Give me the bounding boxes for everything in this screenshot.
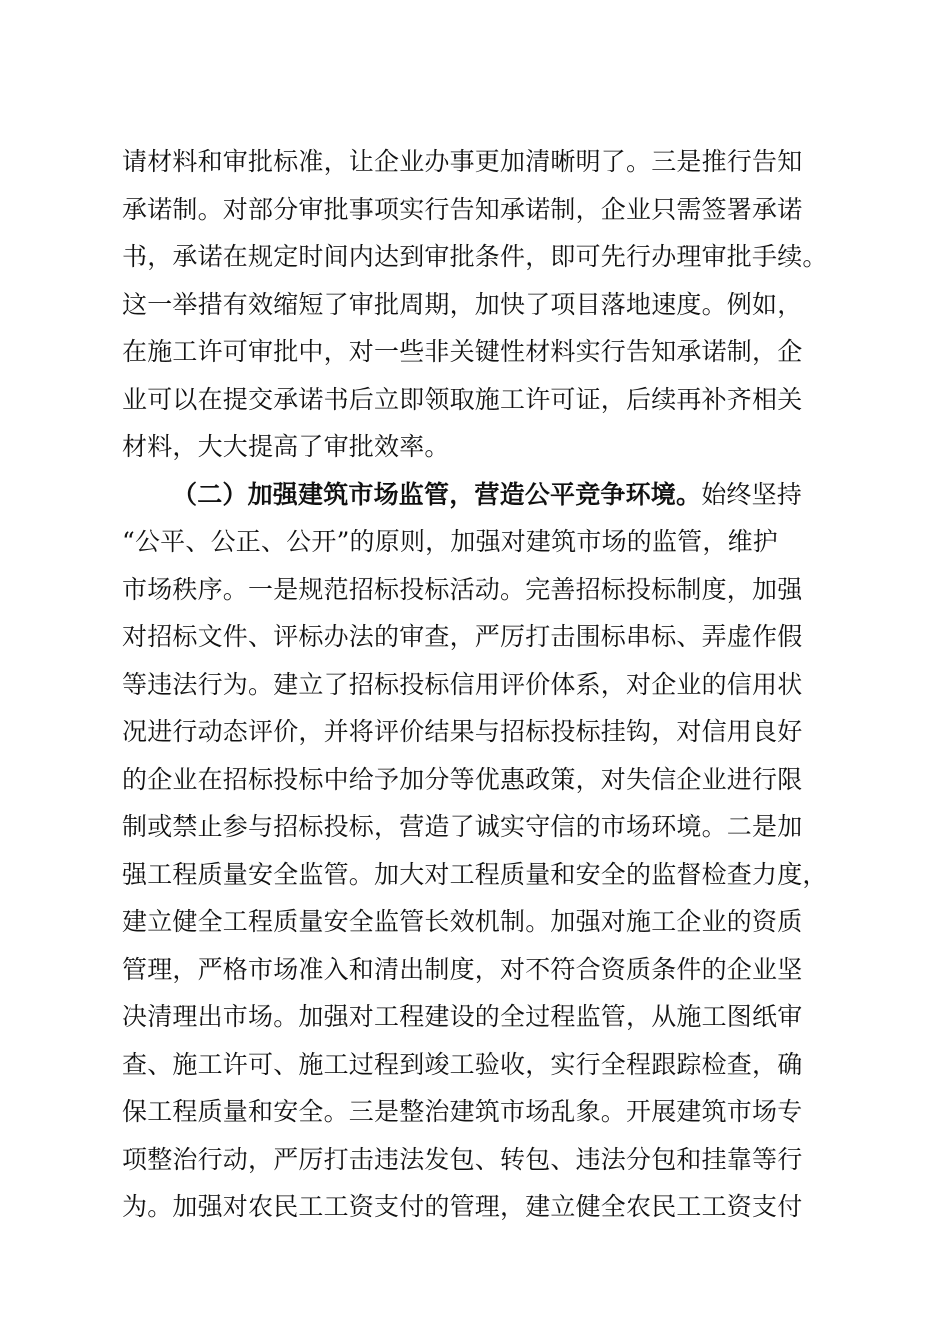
text-line: 的企业在招标投标中给予加分等优惠政策，对失信企业进行限: [122, 764, 803, 794]
text-line: 强工程质量安全监管。加大对工程质量和安全的监督检查力度，: [122, 859, 828, 889]
text-line: 市场秩序。一是规范招标投标活动。完善招标投标制度，加强: [122, 574, 803, 604]
text-line: 建立健全工程质量安全监管长效机制。加强对施工企业的资质: [122, 907, 803, 936]
text-line: 况进行动态评价，并将评价结果与招标投标挂钩，对信用良好: [122, 717, 803, 746]
text-line: 承诺制。对部分审批事项实行告知承诺制，企业只需签署承诺: [122, 194, 803, 224]
section-first-line-text: 始终坚持: [701, 479, 803, 509]
text-line: “公平、公正、公开”的原则，加强对建筑市场的监管，维护: [122, 527, 778, 556]
text-line: 决清理出市场。加强对工程建设的全过程监管，从施工图纸审: [122, 1002, 803, 1031]
text-line: 保工程质量和安全。三是整治建筑市场乱象。开展建筑市场专: [122, 1097, 803, 1126]
text-line: 在施工许可审批中，对一些非关键性材料实行告知承诺制，企: [122, 337, 803, 366]
text-line: 制或禁止参与招标投标，营造了诚实守信的市场环境。二是加: [122, 812, 803, 841]
section-first-line: [122, 471, 842, 519]
text-line: 项整治行动，严厉打击违法发包、转包、违法分包和挂靠等行: [122, 1144, 803, 1174]
text-line: 管理，严格市场准入和清出制度，对不符合资质条件的企业坚: [122, 954, 803, 984]
body-text: [122, 138, 842, 1231]
text-line: 书，承诺在规定时间内达到审批条件，即可先行办理审批手续。: [122, 242, 828, 271]
text-line: 为。加强对农民工工资支付的管理，建立健全农民工工资支付: [122, 1192, 803, 1221]
text-line: 材料，大大提高了审批效率。: [122, 432, 450, 461]
text-line: 等违法行为。建立了招标投标信用评价体系，对企业的信用状: [122, 669, 803, 699]
text-line: 对招标文件、评标办法的审查，严厉打击围标串标、弄虚作假: [122, 622, 803, 651]
text-line: 这一举措有效缩短了审批周期，加快了项目落地速度。例如，: [122, 289, 803, 319]
text-line: 查、施工许可、施工过程到竣工验收，实行全程跟踪检查，确: [122, 1049, 803, 1079]
section-heading: （二）加强建筑市场监管，营造公平竞争环境。: [172, 479, 702, 509]
text-line: 业可以在提交承诺书后立即领取施工许可证，后续再补齐相关: [122, 384, 803, 414]
text-line: 请材料和审批标准，让企业办事更加清晰明了。三是推行告知: [122, 147, 803, 176]
